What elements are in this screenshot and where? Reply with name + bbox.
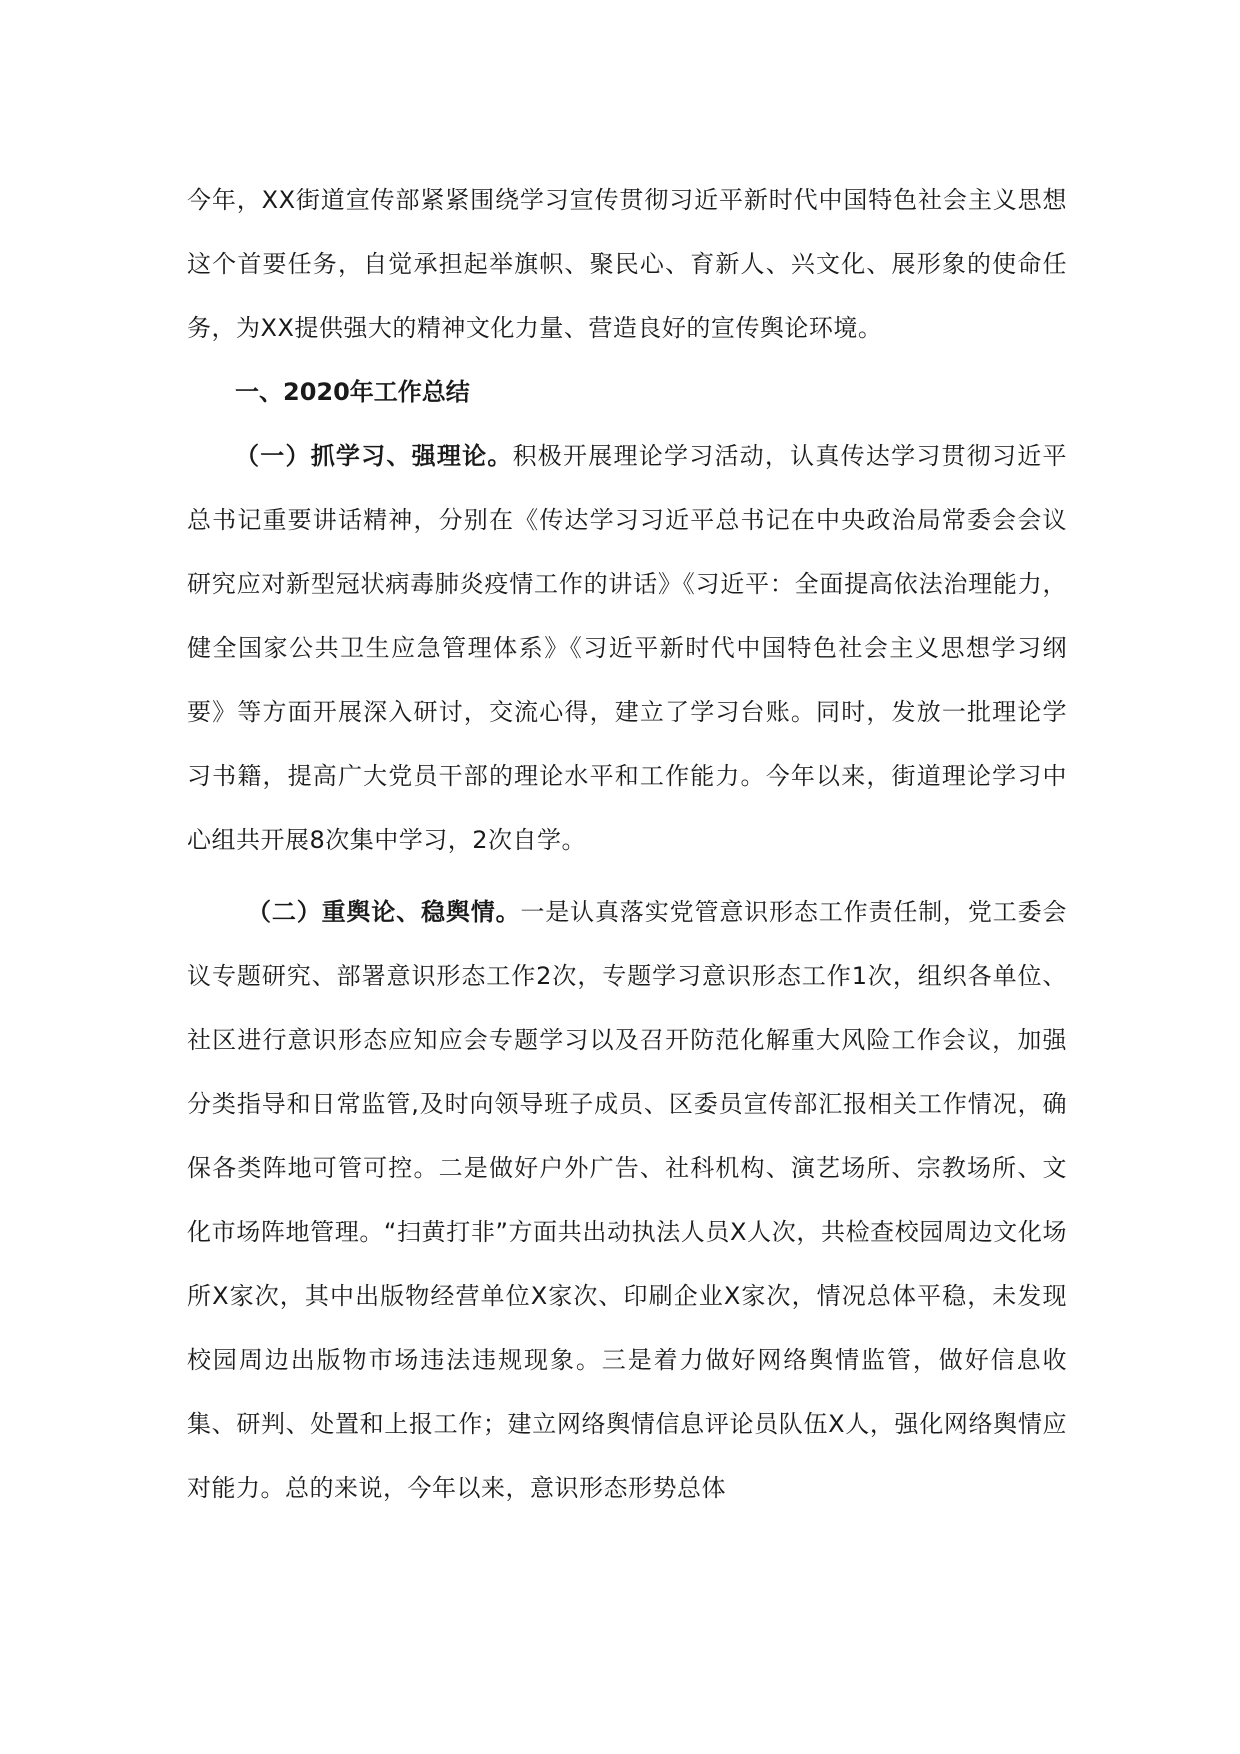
item-2-title: （二）重舆论、稳舆情。: [247, 898, 521, 926]
intro-paragraph: 今年，XX街道宣传部紧紧围绕学习宣传贯彻习近平新时代中国特色社会主义思想这个首要任务，自觉承担起举旗帜、聚民心、育新人、兴文化、展形象的使命任务，为XX提供强大的精神文化力量、营造良好的宣传舆论环境。: [187, 186, 1067, 342]
item-2-body: 一是认真落实党管意识形态工作责任制，党工委会议专题研究、部署意识形态工作2次，专题学习意识形态工作1次，组织各单位、社区进行意识形态应知应会专题学习以及召开防范化解重大风险工作会议，加强分类指导和日常监管,及时向领导班子成员、区委员宣传部汇报相关工作情况，确保各类阵地可管可控。二是做好户外广告、社科机构、演艺场所、宗教场所、文化市场阵地管理。“扫黄打非”方面共出动执法人员X人次，共检查校园周边文化场所X家次，其中出版物经营单位X家次、印刷企业X家次，情况总体平稳，未发现校园周边出版物市场违法违规现象。三是着力做好网络舆情监管，做好信息收集、研判、处置和上报工作；建立网络舆情信息评论员队伍X人，强化网络舆情应对能力。总的来说，今年以来，意识形态形势总体: [187, 898, 1067, 1502]
item-1-body: 积极开展理论学习活动，认真传达学习贯彻习近平总书记重要讲话精神，分别在《传达学习习近平总书记在中央政治局常委会会议研究应对新型冠状病毒肺炎疫情工作的讲话》《习近平：全面提高依法治理能力，健全国家公共卫生应急管理体系》《习近平新时代中国特色社会主义思想学习纲要》等方面开展深入研讨，交流心得，建立了学习台账。同时，发放一批理论学习书籍，提高广大党员干部的理论水平和工作能力。今年以来，街道理论学习中心组共开展8次集中学习，2次自学。: [187, 442, 1067, 854]
item-2-paragraph: [187, 880, 1067, 1520]
section-heading: 一、2020年工作总结: [235, 378, 470, 406]
paragraph-gap: [187, 872, 1067, 880]
item-1-paragraph: [187, 424, 1067, 872]
document-body: [187, 168, 1067, 1520]
item-1-title: （一）抓学习、强理论。: [235, 442, 513, 470]
